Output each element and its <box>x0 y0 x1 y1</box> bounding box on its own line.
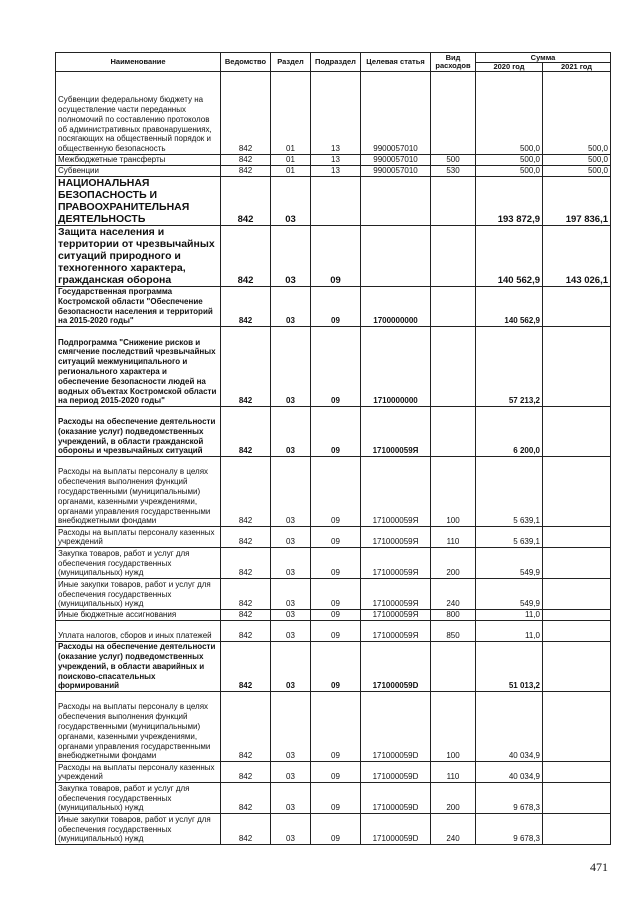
cell-target: 171000059Я <box>361 457 431 527</box>
cell-sum-2021 <box>543 579 611 610</box>
cell-sum-2021 <box>543 457 611 527</box>
cell-subsection: 09 <box>311 642 361 692</box>
cell-target: 171000059D <box>361 642 431 692</box>
cell-subsection: 09 <box>311 762 361 783</box>
cell-dept: 842 <box>221 527 271 548</box>
page-number: 471 <box>590 860 608 874</box>
cell-name: Государственная программа Костромской области "Обеспечение безопасности населения и территорий на 2015-2020 годы" <box>56 287 221 327</box>
cell-sum-2021 <box>543 548 611 579</box>
table-row <box>56 407 611 457</box>
cell-section: 03 <box>271 407 311 457</box>
cell-exptype <box>431 72 476 155</box>
cell-sum-2021 <box>543 407 611 457</box>
cell-subsection: 13 <box>311 166 361 177</box>
cell-subsection: 09 <box>311 327 361 407</box>
cell-subsection: 09 <box>311 610 361 621</box>
header-year-2020: 2020 год <box>476 63 543 72</box>
cell-dept: 842 <box>221 226 271 287</box>
header-section: Раздел <box>271 53 311 72</box>
cell-exptype: 200 <box>431 783 476 814</box>
cell-sum-2020: 549,9 <box>476 579 543 610</box>
cell-exptype: 800 <box>431 610 476 621</box>
header-sum: Сумма <box>476 53 611 63</box>
table-row <box>56 527 611 548</box>
cell-sum-2021 <box>543 527 611 548</box>
cell-dept: 842 <box>221 814 271 845</box>
cell-sum-2021 <box>543 327 611 407</box>
cell-name: Расходы на обеспечение деятельности (оказание услуг) подведомственных учреждений, в области аварийных и поисково-спасательных формирований <box>56 642 221 692</box>
cell-exptype: 110 <box>431 762 476 783</box>
cell-exptype <box>431 177 476 226</box>
table-row <box>56 783 611 814</box>
cell-exptype: 110 <box>431 527 476 548</box>
cell-sum-2021 <box>543 692 611 762</box>
cell-name: Расходы на обеспечение деятельности (оказание услуг) подведомственных учреждений, в области гражданской обороны и чрезвычайных ситуаций <box>56 407 221 457</box>
cell-target: 171000059D <box>361 783 431 814</box>
cell-dept: 842 <box>221 610 271 621</box>
budget-rows <box>56 72 611 845</box>
cell-section: 03 <box>271 287 311 327</box>
cell-name: Иные бюджетные ассигнования <box>56 610 221 621</box>
cell-sum-2020: 11,0 <box>476 621 543 642</box>
cell-sum-2021 <box>543 610 611 621</box>
cell-target: 1700000000 <box>361 287 431 327</box>
cell-target: 171000059Я <box>361 527 431 548</box>
cell-sum-2020: 5 639,1 <box>476 527 543 548</box>
cell-exptype: 240 <box>431 579 476 610</box>
table-row <box>56 177 611 226</box>
table-row <box>56 327 611 407</box>
cell-subsection: 09 <box>311 407 361 457</box>
cell-target: 1710000000 <box>361 327 431 407</box>
cell-exptype <box>431 407 476 457</box>
cell-sum-2021: 197 836,1 <box>543 177 611 226</box>
cell-dept: 842 <box>221 692 271 762</box>
cell-sum-2020: 40 034,9 <box>476 762 543 783</box>
budget-sheet <box>55 52 610 845</box>
header-dept: Ведомство <box>221 53 271 72</box>
cell-section: 03 <box>271 177 311 226</box>
header-exptype: Вид расходов <box>431 53 476 72</box>
cell-subsection: 09 <box>311 548 361 579</box>
cell-section: 01 <box>271 166 311 177</box>
cell-section: 03 <box>271 579 311 610</box>
cell-sum-2021 <box>543 642 611 692</box>
cell-sum-2020: 193 872,9 <box>476 177 543 226</box>
cell-exptype <box>431 327 476 407</box>
cell-exptype <box>431 642 476 692</box>
cell-dept: 842 <box>221 177 271 226</box>
cell-sum-2020: 500,0 <box>476 166 543 177</box>
cell-section: 03 <box>271 814 311 845</box>
cell-target: 171000059Я <box>361 579 431 610</box>
cell-exptype: 200 <box>431 548 476 579</box>
table-row <box>56 762 611 783</box>
cell-name: Расходы на выплаты персоналу казенных учреждений <box>56 762 221 783</box>
cell-section: 01 <box>271 72 311 155</box>
cell-dept: 842 <box>221 166 271 177</box>
table-row <box>56 548 611 579</box>
cell-name: Закупка товаров, работ и услуг для обеспечения государственных (муниципальных) нужд <box>56 548 221 579</box>
cell-name: Межбюджетные трансферты <box>56 155 221 166</box>
cell-section: 03 <box>271 610 311 621</box>
table-row <box>56 155 611 166</box>
cell-subsection: 13 <box>311 155 361 166</box>
table-row <box>56 579 611 610</box>
table-row <box>56 457 611 527</box>
cell-sum-2020: 51 013,2 <box>476 642 543 692</box>
table-row <box>56 610 611 621</box>
cell-sum-2020: 9 678,3 <box>476 814 543 845</box>
table-row <box>56 621 611 642</box>
budget-table <box>55 52 611 845</box>
cell-dept: 842 <box>221 327 271 407</box>
cell-sum-2020: 549,9 <box>476 548 543 579</box>
cell-sum-2021 <box>543 762 611 783</box>
cell-sum-2020: 11,0 <box>476 610 543 621</box>
cell-subsection: 09 <box>311 457 361 527</box>
cell-target <box>361 226 431 287</box>
cell-name: Подпрограмма "Снижение рисков и смягчение последствий чрезвычайных ситуаций межмуниципального и регионального характера и обеспечение безопасности людей на водных объектах Костромской области на период 2015-2020 годы" <box>56 327 221 407</box>
header-subsection: Подраздел <box>311 53 361 72</box>
table-row <box>56 166 611 177</box>
cell-exptype <box>431 226 476 287</box>
cell-target: 171000059Я <box>361 610 431 621</box>
cell-dept: 842 <box>221 407 271 457</box>
cell-sum-2020: 6 200,0 <box>476 407 543 457</box>
cell-sum-2020: 140 562,9 <box>476 287 543 327</box>
cell-section: 03 <box>271 783 311 814</box>
cell-dept: 842 <box>221 579 271 610</box>
cell-sum-2021 <box>543 783 611 814</box>
cell-section: 03 <box>271 226 311 287</box>
cell-sum-2020: 5 639,1 <box>476 457 543 527</box>
cell-name: Субвенции <box>56 166 221 177</box>
cell-target: 171000059D <box>361 762 431 783</box>
cell-dept: 842 <box>221 287 271 327</box>
cell-sum-2021 <box>543 621 611 642</box>
cell-section: 01 <box>271 155 311 166</box>
header-year-2021: 2021 год <box>543 63 611 72</box>
cell-section: 03 <box>271 642 311 692</box>
cell-section: 03 <box>271 548 311 579</box>
header-target: Целевая статья <box>361 53 431 72</box>
cell-target: 171000059D <box>361 692 431 762</box>
cell-section: 03 <box>271 692 311 762</box>
cell-target: 9900057010 <box>361 72 431 155</box>
cell-dept: 842 <box>221 762 271 783</box>
cell-section: 03 <box>271 327 311 407</box>
cell-name: Закупка товаров, работ и услуг для обеспечения государственных (муниципальных) нужд <box>56 783 221 814</box>
cell-dept: 842 <box>221 621 271 642</box>
cell-sum-2021: 500,0 <box>543 166 611 177</box>
cell-subsection: 09 <box>311 783 361 814</box>
cell-exptype: 240 <box>431 814 476 845</box>
cell-section: 03 <box>271 621 311 642</box>
cell-target: 9900057010 <box>361 166 431 177</box>
table-row <box>56 72 611 155</box>
cell-exptype: 100 <box>431 457 476 527</box>
table-row <box>56 226 611 287</box>
cell-name: Субвенции федеральному бюджету на осуществление части переданных полномочий по составлению протоколов об административных правонарушениях, посягающих на общественный порядок и общественную безопасность <box>56 72 221 155</box>
cell-name: Расходы на выплаты персоналу в целях обеспечения выполнения функций государственными (муниципальными) органами, казенными учреждениями, органами управления государственными внебюджетными фондами <box>56 457 221 527</box>
cell-sum-2021 <box>543 814 611 845</box>
cell-target: 171000059D <box>361 814 431 845</box>
table-row <box>56 642 611 692</box>
cell-name: Расходы на выплаты персоналу в целях обеспечения выполнения функций государственными (муниципальными) органами, казенными учреждениями, органами управления государственными внебюджетными фондами <box>56 692 221 762</box>
cell-exptype: 500 <box>431 155 476 166</box>
cell-name: Уплата налогов, сборов и иных платежей <box>56 621 221 642</box>
cell-subsection <box>311 177 361 226</box>
cell-subsection: 09 <box>311 814 361 845</box>
cell-exptype: 100 <box>431 692 476 762</box>
cell-name: Расходы на выплаты персоналу казенных учреждений <box>56 527 221 548</box>
cell-name: НАЦИОНАЛЬНАЯ БЕЗОПАСНОСТЬ И ПРАВООХРАНИТЕЛЬНАЯ ДЕЯТЕЛЬНОСТЬ <box>56 177 221 226</box>
cell-subsection: 09 <box>311 287 361 327</box>
cell-sum-2020: 9 678,3 <box>476 783 543 814</box>
cell-sum-2021 <box>543 287 611 327</box>
cell-target: 171000059Я <box>361 548 431 579</box>
cell-sum-2020: 500,0 <box>476 155 543 166</box>
table-row <box>56 287 611 327</box>
cell-sum-2021: 500,0 <box>543 155 611 166</box>
cell-sum-2020: 140 562,9 <box>476 226 543 287</box>
cell-exptype <box>431 287 476 327</box>
cell-section: 03 <box>271 527 311 548</box>
cell-target: 9900057010 <box>361 155 431 166</box>
cell-sum-2020: 500,0 <box>476 72 543 155</box>
cell-dept: 842 <box>221 642 271 692</box>
cell-subsection: 09 <box>311 226 361 287</box>
table-row <box>56 814 611 845</box>
cell-dept: 842 <box>221 155 271 166</box>
cell-name: Иные закупки товаров, работ и услуг для обеспечения государственных (муниципальных) нужд <box>56 814 221 845</box>
cell-name: Защита населения и территории от чрезвычайных ситуаций природного и техногенного характера, гражданская оборона <box>56 226 221 287</box>
table-row <box>56 692 611 762</box>
cell-sum-2021: 500,0 <box>543 72 611 155</box>
cell-subsection: 09 <box>311 621 361 642</box>
cell-subsection: 09 <box>311 527 361 548</box>
cell-section: 03 <box>271 762 311 783</box>
cell-dept: 842 <box>221 548 271 579</box>
cell-target: 171000059Я <box>361 407 431 457</box>
cell-target <box>361 177 431 226</box>
cell-dept: 842 <box>221 72 271 155</box>
cell-target: 171000059Я <box>361 621 431 642</box>
cell-exptype: 530 <box>431 166 476 177</box>
cell-subsection: 09 <box>311 692 361 762</box>
cell-sum-2021: 143 026,1 <box>543 226 611 287</box>
cell-exptype: 850 <box>431 621 476 642</box>
cell-dept: 842 <box>221 457 271 527</box>
cell-subsection: 09 <box>311 579 361 610</box>
cell-section: 03 <box>271 457 311 527</box>
cell-name: Иные закупки товаров, работ и услуг для обеспечения государственных (муниципальных) нужд <box>56 579 221 610</box>
cell-dept: 842 <box>221 783 271 814</box>
cell-subsection: 13 <box>311 72 361 155</box>
cell-sum-2020: 40 034,9 <box>476 692 543 762</box>
cell-sum-2020: 57 213,2 <box>476 327 543 407</box>
header-name: Наименование <box>56 53 221 72</box>
